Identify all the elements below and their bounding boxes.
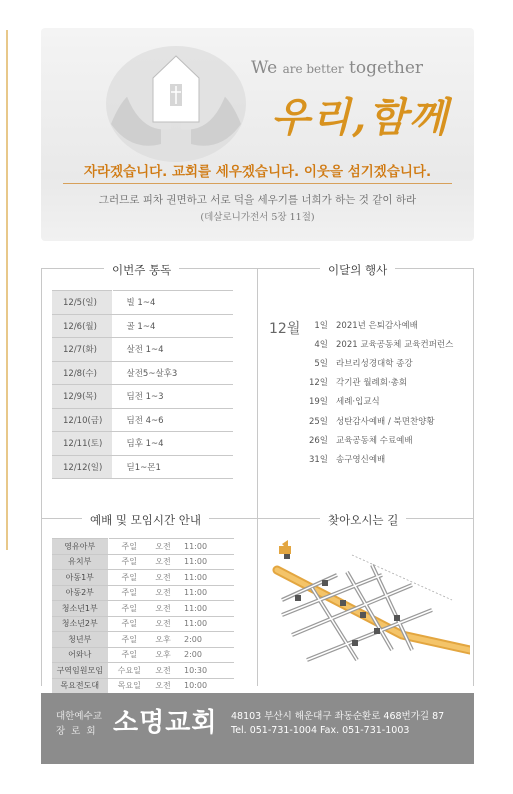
events-list [298, 315, 453, 469]
worship-time: 11:00 [176, 616, 234, 632]
reading-date: 12/11(토) [52, 432, 112, 456]
tagline-mid: are better [282, 62, 344, 76]
worship-table [52, 538, 234, 710]
event-day: 19일 [308, 397, 328, 408]
worship-row [52, 647, 234, 663]
footer-denomination: 대한예수교 [56, 711, 102, 722]
bible-verse: 그러므로 피차 권면하고 서로 덕을 세우기를 너희가 하는 것 같이 하라 [98, 194, 417, 206]
worship-row [52, 632, 234, 648]
event-day: 1일 [314, 320, 328, 331]
footer-church-name: 소명교회 [113, 708, 218, 738]
worship-ampm: 오전 [150, 678, 176, 694]
left-margin-rule [6, 30, 8, 550]
worship-ampm: 오후 [150, 632, 176, 648]
worship-day: 주일 [108, 570, 150, 586]
reading-row [52, 314, 233, 338]
tagline [251, 58, 451, 78]
event-item [298, 449, 453, 468]
worship-time: 11:00 [176, 539, 234, 555]
worship-ampm: 오전 [150, 585, 176, 601]
events-title: 이달의 행사 [320, 262, 395, 278]
worship-day: 주일 [108, 647, 150, 663]
worship-ampm: 오전 [150, 663, 176, 679]
reading-row [52, 291, 233, 315]
tagline-we: We [251, 58, 278, 78]
worship-group: 아동1부 [52, 570, 108, 586]
worship-group: 청소년1부 [52, 601, 108, 617]
event-name: 교육공동체 수료예배 [336, 435, 413, 446]
reading-table [52, 290, 233, 479]
worship-group: 청소년2부 [52, 616, 108, 632]
worship-row [52, 601, 234, 617]
worship-row [52, 570, 234, 586]
footer [41, 693, 474, 764]
worship-day: 주일 [108, 539, 150, 555]
reading-date: 12/9(목) [52, 385, 112, 409]
reading-passage: 딤전 4~6 [112, 408, 233, 432]
worship-group: 구역임원모임 [52, 663, 108, 679]
events-month: 12월 [269, 321, 301, 337]
reading-date: 12/5(일) [52, 291, 112, 315]
worship-ampm: 오후 [150, 647, 176, 663]
footer-presbyterian: 장로회 [56, 726, 102, 737]
reading-date: 12/7(화) [52, 338, 112, 362]
event-day: 5일 [314, 358, 328, 369]
worship-ampm: 오전 [150, 616, 176, 632]
worship-row [52, 678, 234, 694]
calligraphy-title: 우리,함께 [271, 94, 450, 141]
reading-row [52, 455, 233, 479]
event-day: 31일 [308, 454, 328, 465]
directions-title: 찾아오시는 길 [320, 512, 406, 528]
worship-group: 영유아부 [52, 539, 108, 555]
motto-divider [63, 183, 452, 184]
frame-center [257, 268, 258, 686]
footer-phone: Tel. 051-731-1004 Fax. 051-731-1003 [231, 725, 410, 736]
worship-time: 2:00 [176, 632, 234, 648]
reading-date: 12/6(월) [52, 314, 112, 338]
footer-address: 48103 부산시 해운대구 좌동순환로 468번가길 87 [231, 711, 445, 722]
event-item [298, 392, 453, 411]
worship-row [52, 663, 234, 679]
frame-left [41, 268, 42, 686]
header-banner [41, 28, 474, 241]
event-day: 12일 [308, 378, 328, 389]
event-item [298, 373, 453, 392]
worship-row [52, 616, 234, 632]
event-day: 26일 [308, 435, 328, 446]
reading-passage: 골 1~4 [112, 314, 233, 338]
worship-time: 10:00 [176, 678, 234, 694]
event-item [298, 315, 453, 334]
reading-passage: 살전5~살후3 [112, 361, 233, 385]
reading-title: 이번주 통독 [104, 262, 179, 278]
worship-time: 2:00 [176, 647, 234, 663]
worship-ampm: 오전 [150, 570, 176, 586]
worship-row [52, 585, 234, 601]
reading-passage: 빌 1~4 [112, 291, 233, 315]
reading-row [52, 408, 233, 432]
hands-house-illustration [101, 34, 251, 162]
location-map [262, 540, 470, 668]
reading-date: 12/10(금) [52, 408, 112, 432]
reading-date: 12/12(일) [52, 455, 112, 479]
worship-ampm: 오전 [150, 601, 176, 617]
worship-day: 목요일 [108, 678, 150, 694]
event-name: 2021 교육공동체 교육컨퍼런스 [336, 339, 454, 350]
worship-day: 주일 [108, 616, 150, 632]
reading-passage: 딤전 1~3 [112, 385, 233, 409]
worship-day: 주일 [108, 585, 150, 601]
event-name: 세례·입교식 [336, 397, 380, 408]
worship-group: 유치부 [52, 554, 108, 570]
reading-row [52, 385, 233, 409]
worship-time: 11:00 [176, 554, 234, 570]
event-name: 성탄감사예배 / 북면찬양황 [336, 416, 435, 427]
event-item [298, 334, 453, 353]
worship-group: 아동2부 [52, 585, 108, 601]
worship-time: 11:00 [176, 585, 234, 601]
reading-date: 12/8(수) [52, 361, 112, 385]
frame-right [473, 268, 474, 686]
event-item [298, 430, 453, 449]
bible-verse-reference: (데살로니가전서 5장 11절) [200, 212, 315, 223]
worship-time: 10:30 [176, 663, 234, 679]
worship-title: 예배 및 모임시간 안내 [82, 512, 209, 528]
worship-group: 청년부 [52, 632, 108, 648]
worship-time: 11:00 [176, 570, 234, 586]
tagline-end: together [349, 58, 424, 78]
event-name: 2021년 은퇴감사예배 [336, 320, 418, 331]
reading-row [52, 432, 233, 456]
worship-row [52, 554, 234, 570]
event-name: 송구영신예배 [336, 454, 386, 465]
worship-group: 목요전도대 [52, 678, 108, 694]
worship-day: 주일 [108, 601, 150, 617]
worship-ampm: 오전 [150, 554, 176, 570]
worship-day: 수요일 [108, 663, 150, 679]
event-item [298, 411, 453, 430]
worship-ampm: 오전 [150, 539, 176, 555]
reading-row [52, 338, 233, 362]
motto: 자라겠습니다. 교회를 세우겠습니다. 이웃을 섬기겠습니다. [83, 164, 432, 180]
worship-day: 주일 [108, 554, 150, 570]
event-day: 4일 [314, 339, 328, 350]
worship-row [52, 539, 234, 555]
reading-row [52, 361, 233, 385]
worship-day: 주일 [108, 632, 150, 648]
event-name: 각기관 월례회·총회 [336, 378, 408, 389]
reading-passage: 딤후 1~4 [112, 432, 233, 456]
reading-passage: 살전 1~4 [112, 338, 233, 362]
worship-group: 어와나 [52, 647, 108, 663]
event-item [298, 353, 453, 372]
event-day: 25일 [308, 416, 328, 427]
worship-time: 11:00 [176, 601, 234, 617]
reading-passage: 딛1~몬1 [112, 455, 233, 479]
event-name: 라브리성경대학 종강 [336, 358, 413, 369]
